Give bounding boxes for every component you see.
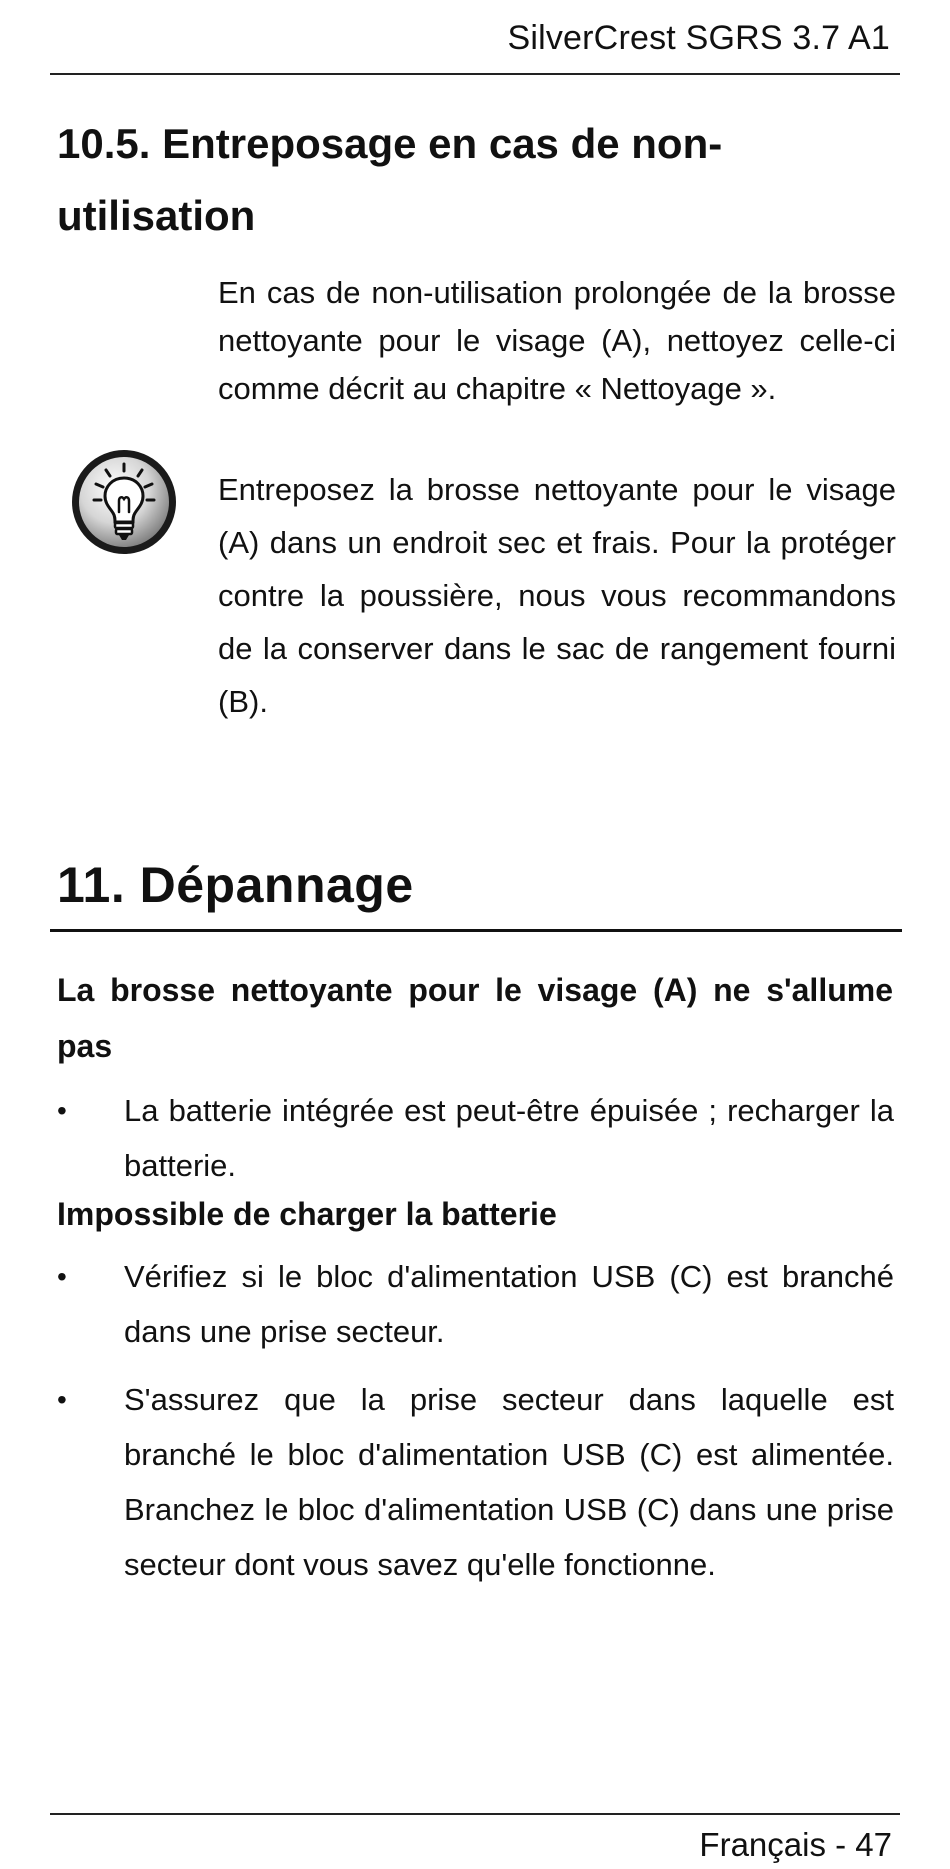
problem-title-no-charge: Impossible de charger la batterie: [57, 1196, 557, 1232]
lightbulb-icon: [68, 446, 180, 558]
bullet-icon: •: [57, 1261, 67, 1292]
bullet-icon: •: [57, 1384, 67, 1415]
footer-divider: [50, 1813, 900, 1815]
header-divider: [50, 73, 900, 75]
section-10-5-heading: 10.5. Entreposage en cas de non-utilisation: [57, 120, 723, 239]
section-11-heading: 11. Dépannage: [57, 857, 414, 913]
list-item-text: S'assurez que la prise secteur dans laquelle est branché le bloc d'alimentation USB (C) est alimentée. Branchez le bloc d'alimentation USB (C) dans une prise secteur dont vous savez qu'elle fonctionne.: [124, 1382, 894, 1582]
list-item-text: La batterie intégrée est peut-être épuisée ; recharger la batterie.: [124, 1093, 894, 1183]
section-divider: [50, 929, 902, 932]
page-number: Français - 47: [699, 1826, 892, 1863]
storage-paragraph-2: Entreposez la brosse nettoyante pour le visage (A) dans un endroit sec et frais. Pour la protéger contre la poussière, nous vous recommandons de la conserver dans le sac de rangement fourni (B).: [218, 472, 896, 719]
problem-title-no-power: La brosse nettoyante pour le visage (A) ne s'allume pas: [57, 972, 893, 1064]
bullet-icon: •: [57, 1095, 67, 1126]
list-item-text: Vérifiez si le bloc d'alimentation USB (C) est branché dans une prise secteur.: [124, 1259, 894, 1349]
storage-paragraph-1: En cas de non-utilisation prolongée de la brosse nettoyante pour le visage (A), nettoyez celle-ci comme décrit au chapitre « Nettoyage ».: [218, 275, 896, 406]
header-title: SilverCrest SGRS 3.7 A1: [507, 19, 890, 57]
